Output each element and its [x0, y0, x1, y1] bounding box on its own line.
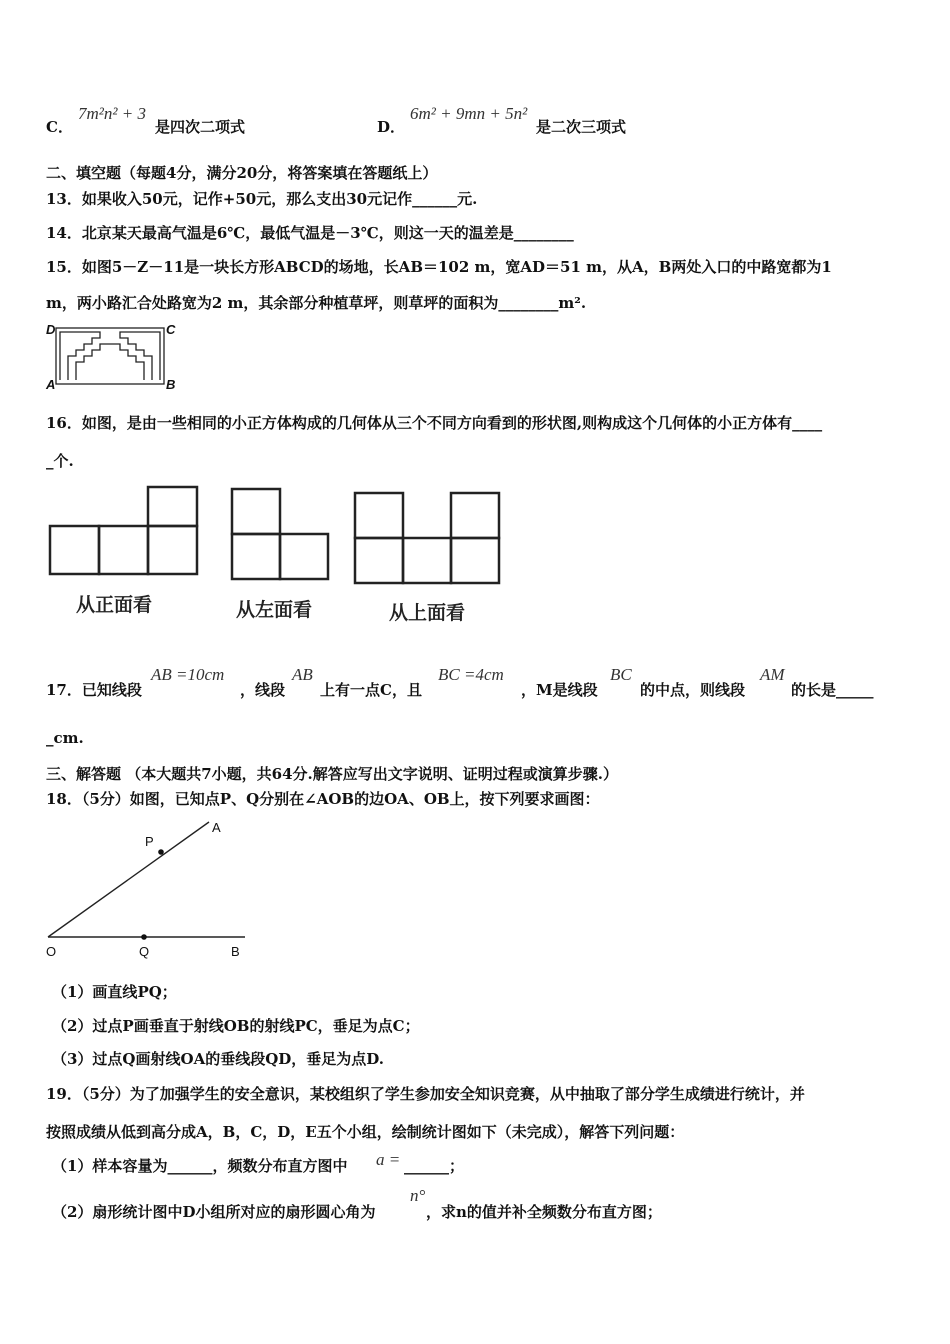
question-17-math-ab: AB	[292, 665, 313, 684]
question-17-math-ab-length: AB =10cm	[151, 665, 225, 684]
question-19-sub-1-math: a =	[376, 1150, 401, 1169]
question-19-line-2: 按照成绩从低到高分成A，B，C，D，E五个小组，绘制统计图如下（未完成），解答下列问题：	[46, 1123, 685, 1141]
question-17-part-2: ，线段	[240, 681, 286, 699]
top-view-figure	[353, 491, 501, 585]
option-d-label: D．	[377, 118, 406, 136]
question-15-line-1: 15．如图5－Z－11是一块长方形ABCD的场地，长AB＝102 m，宽AD＝51 m，从A，B两处入口的中路宽都为1	[46, 258, 832, 276]
question-19-sub-2-part-a: （2）扇形统计图中D小组所对应的扇形圆心角为	[52, 1203, 376, 1221]
question-19-line-1: 19．（5分）为了加强学生的安全意识，某校组织了学生参加安全知识竞赛，从中抽取了部分学生成绩进行统计，并	[46, 1085, 805, 1103]
question-17-part-6: 的长是_____	[791, 681, 874, 699]
front-view-caption: 从正面看	[76, 594, 153, 616]
angle-label-b: B	[231, 944, 240, 959]
option-c-label: C．	[46, 118, 73, 136]
angle-label-o: O	[46, 944, 57, 959]
option-d-expression: 6m² + 9mn + 5n²	[410, 104, 528, 123]
question-18-sub-3: （3）过点Q画射线OA的垂线段QD，垂足为点D.	[52, 1050, 384, 1068]
question-13: 13．如果收入50元，记作+50元，那么支出30元记作______元.	[46, 190, 478, 208]
option-c-text: 是四次二项式	[155, 118, 246, 136]
question-18-sub-1: （1）画直线PQ；	[52, 983, 177, 1001]
option-d-text: 是二次三项式	[536, 118, 627, 136]
question-19-sub-2-math: n°	[410, 1186, 426, 1205]
left-view-caption: 从左面看	[236, 599, 313, 621]
front-view-figure	[48, 485, 200, 577]
question-17-math-am: AM	[760, 665, 785, 684]
angle-label-a: A	[212, 820, 221, 835]
option-c-expression: 7m²n² + 3	[78, 104, 146, 123]
figure-label-d: D	[46, 322, 56, 337]
angle-label-q: Q	[139, 944, 150, 959]
question-16-line-2: _个.	[46, 452, 74, 470]
question-16-line-1: 16．如图，是由一些相同的小正方体构成的几何体从三个不同方向看到的形状图,则构成这个几何体的小正方体有____	[46, 414, 823, 432]
question-17-part-5: 的中点，则线段	[640, 681, 746, 699]
figure-label-b: B	[166, 377, 176, 392]
question-17-part-3: 上有一点C，且	[320, 681, 422, 699]
rectangle-field-figure	[46, 322, 176, 392]
question-14: 14．北京某天最高气温是6℃，最低气温是－3℃，则这一天的温差是________	[46, 224, 574, 242]
question-17-line-2: _cm.	[46, 729, 84, 747]
section-3-heading: 三、解答题 （本大题共7小题，共64分.解答应写出文字说明、证明过程或演算步骤.）	[46, 765, 618, 783]
top-view-caption: 从上面看	[389, 602, 466, 624]
figure-label-c: C	[166, 322, 176, 337]
question-18: 18．（5分）如图，已知点P、Q分别在∠AOB的边OA、OB上，按下列要求画图：	[46, 790, 600, 808]
angle-label-p: P	[145, 834, 154, 849]
question-17-math-bc: BC	[610, 665, 632, 684]
question-18-sub-2: （2）过点P画垂直于射线OB的射线PC，垂足为点C；	[52, 1017, 420, 1035]
question-19-sub-1-part-b: ______；	[404, 1157, 465, 1175]
figure-label-a: A	[46, 377, 56, 392]
question-17-math-bc-length: BC =4cm	[438, 665, 504, 684]
left-view-figure	[230, 487, 332, 581]
question-15-line-2: m，两小路汇合处路宽为2 m，其余部分种植草坪，则草坪的面积为________m².	[46, 294, 587, 312]
question-17-part-4: ，M是线段	[521, 681, 598, 699]
question-17-part-1: 17．已知线段	[46, 681, 142, 699]
question-19-sub-2-part-b: ，求n的值并补全频数分布直方图；	[426, 1203, 662, 1221]
section-2-heading: 二、填空题（每题4分，满分20分，将答案填在答题纸上）	[46, 164, 438, 182]
question-19-sub-1-part-a: （1）样本容量为______，频数分布直方图中	[52, 1157, 348, 1175]
